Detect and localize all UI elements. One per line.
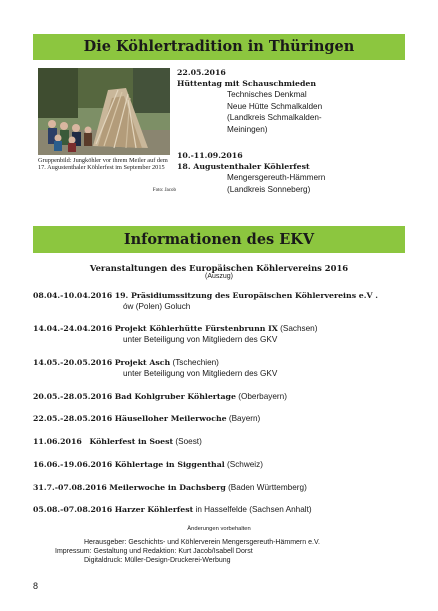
event-location-line: Mengersgereuth-Hämmern	[227, 173, 326, 182]
page-number: 8	[33, 581, 39, 591]
ekv-event-title: Köhlerfest in Soest	[89, 437, 174, 446]
ekv-event-row	[33, 437, 413, 447]
ekv-event-extra: (Bayern)	[226, 414, 261, 423]
event-location-line: Technisches Denkmal	[227, 90, 307, 99]
imprint-print: Digitaldruck: Müller-Design-Druckerei-Werbung	[84, 557, 231, 564]
ekv-event-subline: unter Beteiligung von Mitgliedern des GKV	[123, 335, 278, 344]
event-title: Hüttentag mit Schauschmieden	[177, 79, 317, 88]
event-location-line: (Landkreis Schmalkalden-	[227, 113, 322, 122]
ekv-event-row	[33, 324, 413, 334]
ekv-event-title: 19. Präsidiumssitzung des Europäischen Köhlervereins e.V .	[114, 291, 378, 300]
ekv-event-row	[33, 483, 413, 493]
ekv-event-date: 05.08.-07.08.2016	[33, 505, 113, 514]
ekv-event-date: 11.06.2016	[33, 437, 82, 446]
ekv-event-date: 14.04.-24.04.2016	[33, 324, 113, 333]
events-subtitle: Veranstaltungen des Europäischen Köhlervereins 2016	[89, 263, 349, 273]
event-location-line: (Landkreis Sonneberg)	[227, 184, 311, 194]
photo-caption: Gruppenbild: Jungköhler vor ihrem Meiler auf dem 17. Augustenthaler Köhlerfest im September 2015	[38, 157, 168, 172]
ekv-event-extra: (Schweiz)	[224, 460, 263, 469]
ekv-event-title: Harzer Köhlerfest	[114, 505, 194, 514]
ekv-event-subline: unter Beteiligung von Mitgliedern des GKV	[123, 369, 278, 378]
event-date: 10.-11.09.2016	[177, 151, 243, 160]
ekv-event-title: Häuselloher Meilerwoche	[114, 414, 227, 423]
group-photo	[38, 68, 170, 155]
event-augustenthaler-koehlerfest	[177, 150, 325, 195]
changes-reserved-note: Änderungen vorbehalten	[187, 526, 251, 532]
event-date: 22.05.2016	[177, 68, 226, 77]
ekv-event-extra: (Oberbayern)	[235, 392, 287, 401]
ekv-event-row	[33, 460, 413, 470]
ekv-event-title: Projekt Köhlerhütte Fürstenbrunn IX	[114, 324, 278, 333]
photo-illustration	[38, 68, 170, 155]
ekv-event-extra: (Tschechien)	[170, 358, 219, 367]
ekv-event-row	[33, 505, 413, 515]
ekv-event-row	[33, 392, 413, 402]
ekv-event-title: Meilerwoche in Dachsberg	[109, 483, 226, 492]
imprint-publisher: Herausgeber: Geschichts- und Köhlerverein Mengersgereuth-Hämmern e.V.	[84, 539, 320, 546]
ekv-event-date: 14.05.-20.05.2016	[33, 358, 113, 367]
event-title: 18. Augustenthaler Köhlerfest	[177, 162, 310, 171]
event-huettentag	[177, 67, 322, 135]
ekv-event-row	[33, 358, 413, 368]
ekv-event-row	[33, 291, 413, 301]
ekv-event-subline: ów (Polen) Goluch	[123, 302, 191, 311]
ekv-event-title: Bad Kohlgruber Köhlertage	[114, 392, 236, 401]
ekv-event-extra: in Hasselfelde (Sachsen Anhalt)	[193, 505, 312, 514]
ekv-event-title: Projekt Asch	[114, 358, 171, 367]
ekv-event-date: 20.05.-28.05.2016	[33, 392, 113, 401]
ekv-event-extra: (Sachsen)	[277, 324, 318, 333]
event-location-line: Neue Hütte Schmalkalden	[227, 101, 323, 111]
section-banner-ekv: Informationen des EKV	[33, 226, 405, 253]
ekv-event-title: Köhlertage in Siggenthal	[114, 460, 225, 469]
ekv-event-date: 16.06.-19.06.2016	[33, 460, 113, 469]
photo-credit: Foto: Jacob	[152, 188, 176, 193]
imprint-editorial: Impressum: Gestaltung und Redaktion: Kurt Jacob/Isabell Dorst	[55, 548, 253, 555]
ekv-event-row	[33, 414, 413, 424]
ekv-event-date: 31.7.-07.08.2016	[33, 483, 107, 492]
imprint	[55, 538, 320, 565]
event-location-line: Meiningen)	[227, 124, 268, 134]
auszug-note: (Auszug)	[204, 273, 233, 280]
ekv-event-date: 08.04.-10.04.2016	[33, 291, 113, 300]
ekv-event-date: 22.05.-28.05.2016	[33, 414, 113, 423]
ekv-event-extra: (Baden Württemberg)	[225, 483, 307, 492]
section-banner-koehlertradition: Die Köhlertradition in Thüringen	[33, 34, 405, 60]
ekv-event-extra: (Soest)	[173, 437, 202, 446]
